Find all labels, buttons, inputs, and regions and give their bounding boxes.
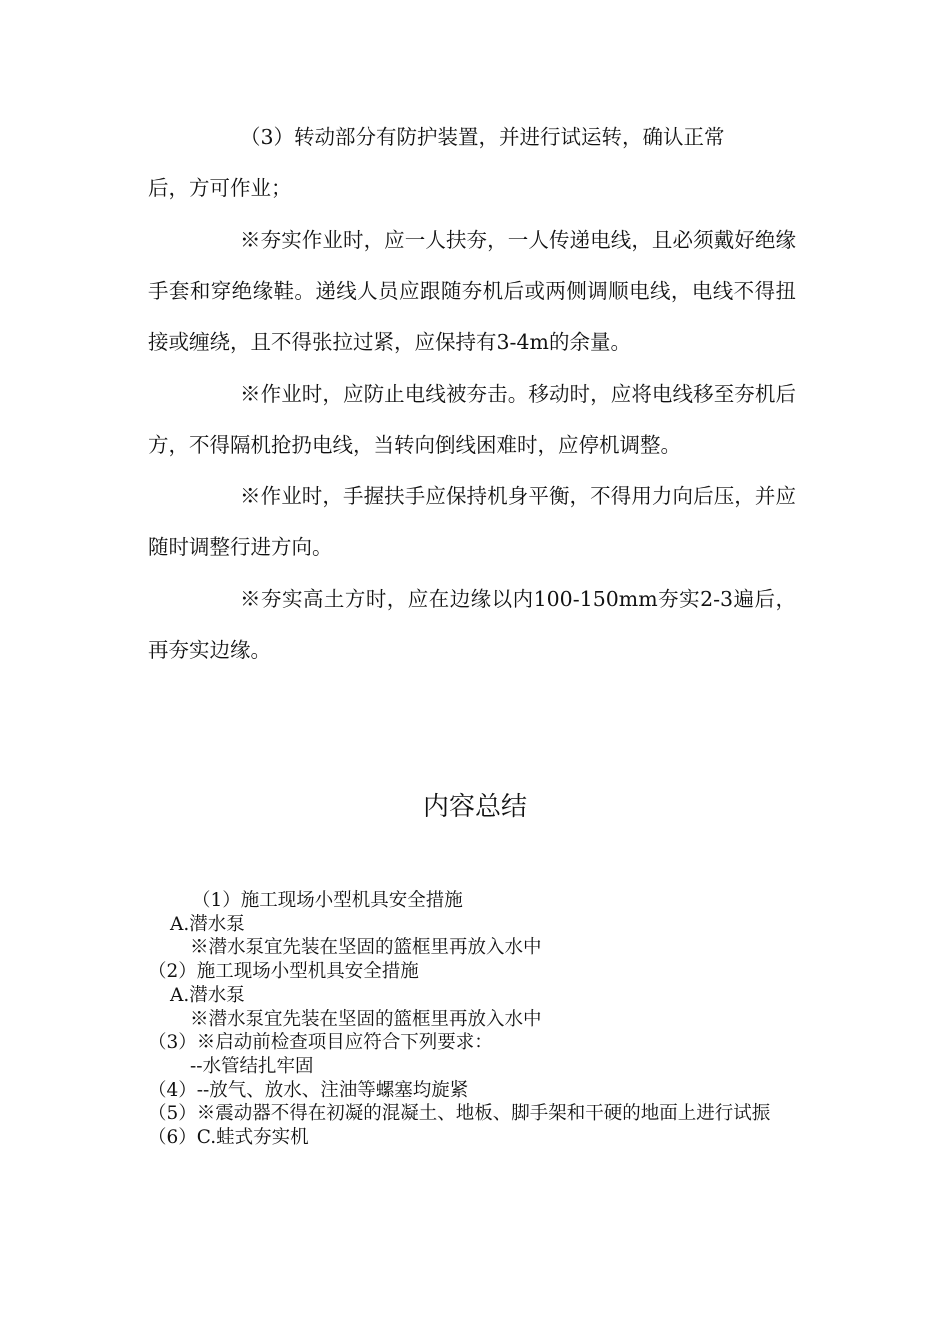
summary-line: ※潜水泵宜先装在坚固的篮框里再放入水中	[190, 1008, 542, 1030]
paragraph-3: ※作业时，应防止电线被夯击。移动时，应将电线移至夯机后方，不得隔机抢扔电线，当转向倒线困难时，应停机调整。	[148, 382, 796, 457]
summary-line: （1）施工现场小型机具安全措施	[192, 890, 463, 911]
summary-title: 内容总结	[422, 792, 527, 822]
paragraph-2: ※夯实作业时，应一人扶夯，一人传递电线，且必须戴好绝缘手套和穿绝缘鞋。递线人员应跟随夯机后或两侧调顺电线，电线不得扭接或缠绕，且不得张拉过紧，应保持有3-4m的余量。	[148, 228, 796, 354]
summary-line: （3）※启动前检查项目应符合下列要求：	[148, 1032, 493, 1054]
summary-line: （6）C.蛙式夯实机	[148, 1127, 309, 1149]
paragraph-1-line-1: （3）转动部分有防护装置，并进行试运转，确认正常	[240, 125, 725, 149]
summary-line: A.潜水泵	[170, 913, 245, 935]
summary-line: （2）施工现场小型机具安全措施	[148, 961, 419, 983]
summary-line: A.潜水泵	[170, 984, 245, 1006]
summary-line: --水管结扎牢固	[190, 1055, 314, 1077]
paragraph-1	[148, 112, 796, 214]
summary-line: （4）--放气、放水、注油等螺塞均旋紧	[148, 1079, 469, 1101]
paragraph-5: ※夯实高土方时，应在边缘以内100-150mm夯实2-3遍后，再夯实边缘。	[148, 587, 796, 662]
summary-list	[148, 889, 808, 1150]
paragraph-1-line-2: 后，方可作业；	[148, 176, 292, 200]
summary-line: （5）※震动器不得在初凝的混凝土、地板、脚手架和干硬的地面上进行试振	[148, 1103, 771, 1125]
summary-line: ※潜水泵宜先装在坚固的篮框里再放入水中	[190, 937, 542, 959]
paragraph-4: ※作业时，手握扶手应保持机身平衡，不得用力向后压，并应随时调整行进方向。	[148, 484, 796, 559]
